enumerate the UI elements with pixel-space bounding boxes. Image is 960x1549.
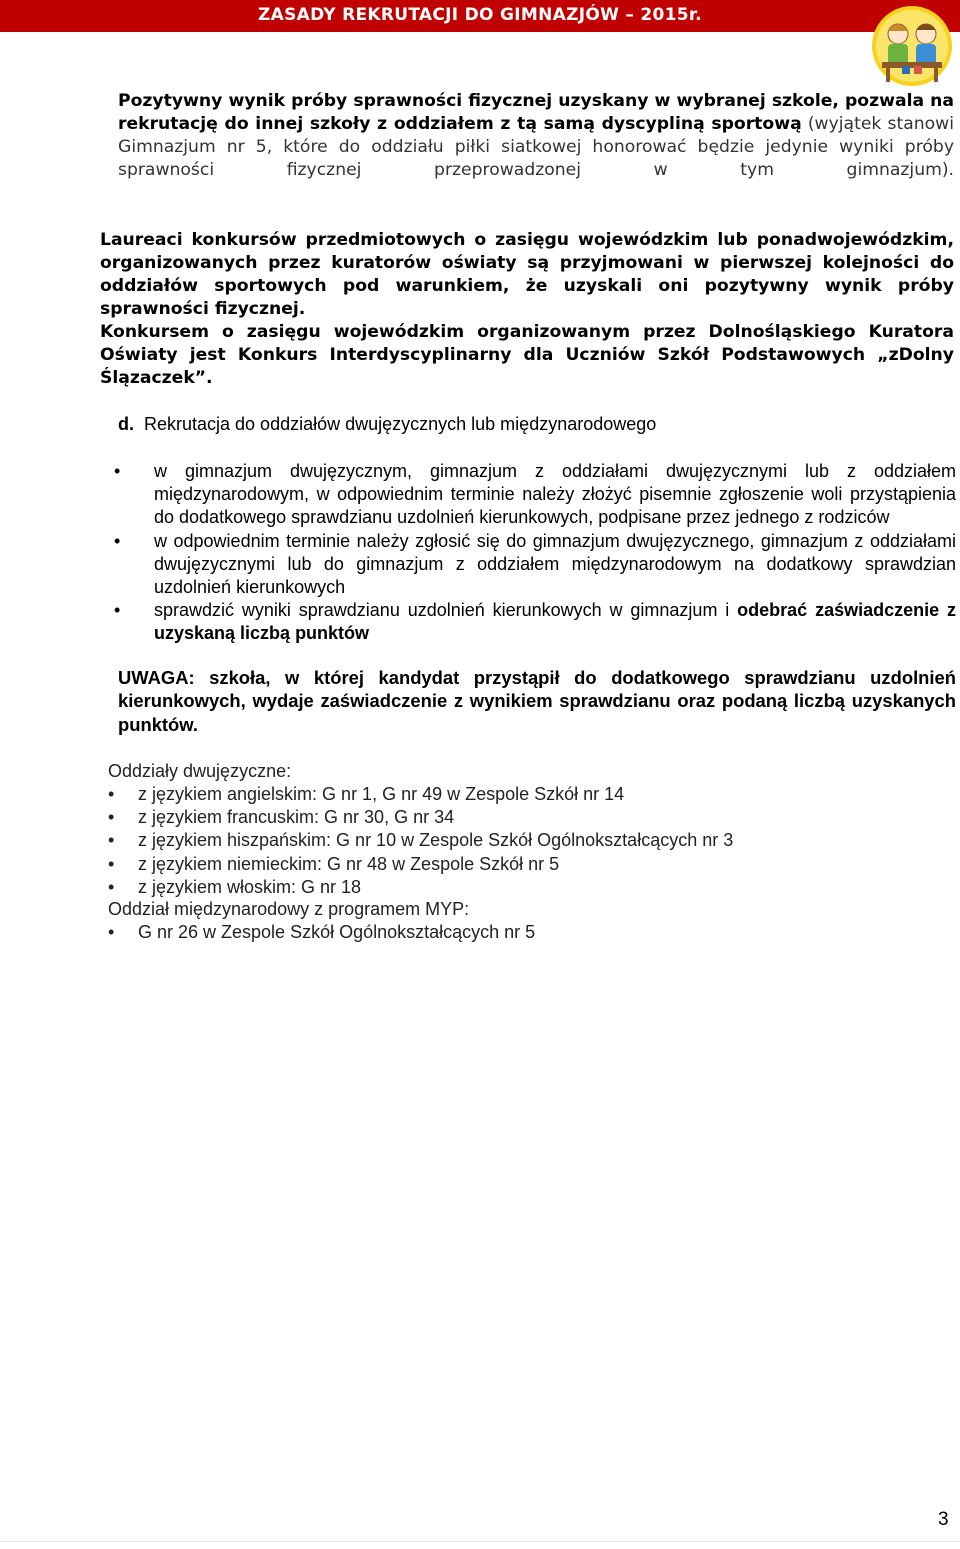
- list-item: [100, 460, 956, 530]
- paragraph-contest: Konkursem o zasięgu wojewódzkim organizowanym przez Dolnośląskiego Kuratora Oświaty jest Konkurs Interdyscyplinarny dla Uczniów Szkół Podstawowych „zDolny Ślązaczek”.: [100, 322, 954, 388]
- list-item: [108, 783, 733, 806]
- page-number: 3: [938, 1509, 949, 1530]
- bullet-icon: •: [114, 530, 121, 551]
- list-item-text: w odpowiednim terminie należy zgłosić się do gimnazjum dwujęzycznego, gimnazjum z oddziałami dwujęzycznymi lub do gimnazjum z oddziałem międzynarodowym na dodatkowy sprawdzian uzdolnień kierunkowych: [154, 530, 956, 598]
- paragraph-laureates: Laureaci konkursów przedmiotowych o zasięgu wojewódzkim lub ponadwojewódzkim, organizowanych przez kuratorów oświaty są przyjmowani w pierwszej kolejności do oddziałów sportowych pod warunkiem, że uzyskali oni pozytywny wynik próby sprawności fizycznej.: [100, 230, 954, 319]
- list-item-text: z językiem francuskim: G nr 30, G nr 34: [138, 807, 455, 828]
- list-item-text: z językiem hiszpańskim: G nr 10 w Zespole Szkół Ogólnokształcących nr 3: [138, 830, 734, 851]
- bullet-icon: •: [114, 461, 121, 481]
- bullet-icon: •: [108, 853, 115, 874]
- bullet-icon: •: [108, 922, 115, 942]
- uwaga-note: UWAGA: szkoła, w której kandydat przystąpił do dodatkowego sprawdzianu uzdolnień kierunkowych, wydaje zaświadczenie z wynikiem sprawdzianu oraz podaną liczbą uzyskanych punktów.: [118, 667, 956, 735]
- list-item-text: z językiem angielskim: G nr 1, G nr 49 w Zespole Szkół nr 14: [138, 784, 625, 804]
- bullet-icon: •: [108, 830, 115, 851]
- paragraph-sports-test-normal: (wyjątek stanowi Gimnazjum nr 5, które do oddziału piłki siatkowej honorować będzie jedynie wyniki próby sprawności fizycznej przeprowadzonej w tym gimnazjum).: [118, 114, 954, 180]
- international-title: Oddział międzynarodowy z programem MYP:: [108, 899, 470, 919]
- list-item: [100, 530, 956, 600]
- list-item: [108, 876, 733, 899]
- list-item-text: sprawdzić wyniki sprawdzianu uzdolnień kierunkowych w gimnazjum i: [154, 600, 738, 621]
- list-item: [108, 829, 733, 852]
- section-d-title: Rekrutacja do oddziałów dwujęzycznych lub międzynarodowego: [144, 414, 657, 434]
- list-item-text: w gimnazjum dwujęzycznym, gimnazjum z oddziałami dwujęzycznymi lub z oddziałem międzynarodowym, w odpowiednim terminie należy złożyć pisemnie zgłoszenie woli przystąpienia do dodatkowego sprawdzianu uzdolnień kierunkowych, podpisane przez jednego z rodziców: [154, 461, 956, 528]
- section-d-heading: [118, 412, 656, 436]
- list-item-text: z językiem niemieckim: G nr 48 w Zespole Szkół nr 5: [138, 853, 560, 874]
- bullet-icon: •: [114, 600, 121, 621]
- paragraph-sports-test-bold: Pozytywny wynik próby sprawności fizycznej uzyskany w wybranej szkole, pozwala na rekrutację do innej szkoły z oddziałem z tą samą dyscypliną sportową: [118, 91, 954, 134]
- list-item-text: G nr 26 w Zespole Szkół Ogólnokształcących nr 5: [138, 922, 536, 942]
- list-item: [108, 853, 733, 876]
- bullet-icon: •: [108, 784, 115, 804]
- page-bottom-divider: [0, 1541, 960, 1542]
- section-d-number: d.: [118, 414, 134, 434]
- list-item-text: z językiem włoskim: G nr 18: [138, 876, 362, 897]
- bullet-icon: •: [108, 876, 115, 897]
- school-children-logo: [868, 4, 956, 88]
- bilingual-list: [108, 783, 733, 899]
- list-item: [108, 921, 535, 944]
- bilingual-title: Oddziały dwujęzyczne:: [108, 761, 292, 781]
- document-header-title: ZASADY REKRUTACJI DO GIMNAZJÓW – 2015r.: [258, 5, 702, 25]
- paragraph-sports-test: [118, 90, 954, 182]
- list-item: [100, 599, 956, 645]
- bullet-icon: •: [108, 807, 115, 828]
- international-list: [108, 921, 535, 944]
- list-item-bold-text: odebrać zaświadczenie z uzyskaną liczbą punktów: [154, 600, 956, 644]
- section-d-bullet-list: [100, 460, 956, 646]
- list-item: [108, 806, 733, 829]
